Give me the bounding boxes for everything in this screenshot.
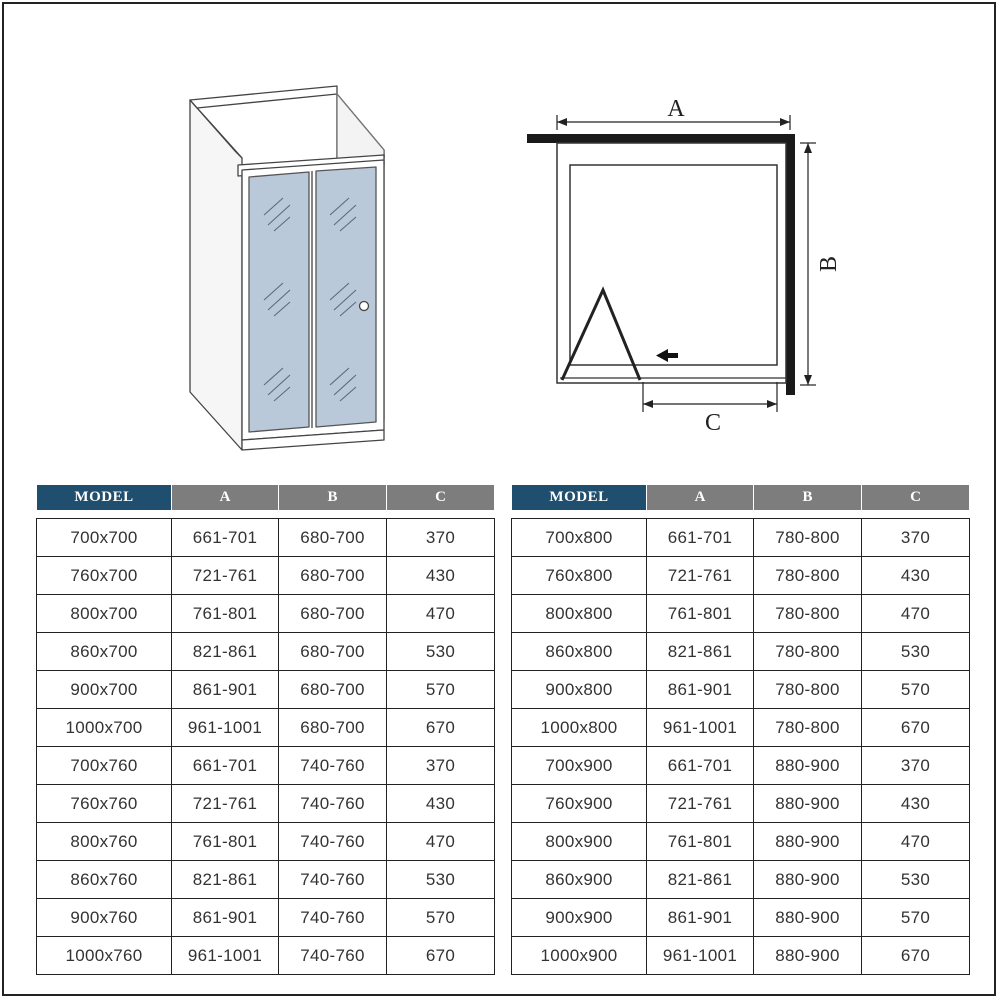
cell-b: 780-800 — [754, 633, 862, 671]
cell-model: 1000x700 — [37, 709, 172, 747]
cell-a: 661-701 — [172, 519, 279, 557]
cell-b: 680-700 — [279, 633, 387, 671]
product-illustration — [0, 0, 1000, 480]
cell-a: 661-701 — [172, 747, 279, 785]
cell-a: 761-801 — [647, 595, 754, 633]
cell-model: 700x800 — [512, 519, 647, 557]
cell-a: 761-801 — [172, 595, 279, 633]
cell-c: 470 — [862, 595, 970, 633]
cell-model: 860x700 — [37, 633, 172, 671]
arrow-left-icon — [656, 349, 678, 362]
cell-b: 740-760 — [279, 899, 387, 937]
cell-c: 570 — [387, 671, 495, 709]
cell-a: 661-701 — [647, 519, 754, 557]
cell-model: 800x800 — [512, 595, 647, 633]
table-row — [512, 785, 970, 823]
cell-model: 900x700 — [37, 671, 172, 709]
cell-c: 430 — [387, 557, 495, 595]
cell-a: 861-901 — [172, 671, 279, 709]
cell-c: 470 — [387, 823, 495, 861]
header-a: A — [647, 485, 754, 510]
cell-c: 530 — [862, 861, 970, 899]
cell-c: 530 — [862, 633, 970, 671]
header-a: A — [172, 485, 279, 510]
cell-b: 780-800 — [754, 671, 862, 709]
cell-c: 670 — [387, 709, 495, 747]
cell-c: 530 — [387, 633, 495, 671]
cell-b: 780-800 — [754, 595, 862, 633]
cell-model: 760x800 — [512, 557, 647, 595]
table-row — [37, 671, 495, 709]
cell-model: 860x900 — [512, 861, 647, 899]
cell-a: 721-761 — [172, 557, 279, 595]
table-header-row — [512, 485, 970, 510]
table-row — [37, 937, 495, 975]
cell-b: 740-760 — [279, 861, 387, 899]
header-b: B — [754, 485, 862, 510]
cell-b: 740-760 — [279, 747, 387, 785]
cell-c: 430 — [862, 785, 970, 823]
cell-c: 530 — [387, 861, 495, 899]
cell-model: 1000x800 — [512, 709, 647, 747]
cell-c: 370 — [387, 747, 495, 785]
header-b: B — [279, 485, 387, 510]
cell-b: 880-900 — [754, 747, 862, 785]
dimension-a-label: A — [667, 96, 685, 122]
table-row — [512, 861, 970, 899]
cell-model: 800x700 — [37, 595, 172, 633]
cell-a: 821-861 — [172, 861, 279, 899]
cell-a: 821-861 — [647, 633, 754, 671]
table-row — [37, 519, 495, 557]
cell-a: 821-861 — [172, 633, 279, 671]
cell-a: 761-801 — [172, 823, 279, 861]
cell-a: 961-1001 — [647, 937, 754, 975]
cell-a: 721-761 — [647, 785, 754, 823]
cell-c: 370 — [387, 519, 495, 557]
table-row — [512, 519, 970, 557]
cell-b: 740-760 — [279, 823, 387, 861]
cell-model: 860x760 — [37, 861, 172, 899]
cell-c: 370 — [862, 519, 970, 557]
header-c: C — [387, 485, 495, 510]
header-model: MODEL — [37, 485, 172, 510]
cell-model: 900x900 — [512, 899, 647, 937]
cell-a: 821-861 — [647, 861, 754, 899]
cell-model: 760x900 — [512, 785, 647, 823]
table-row — [37, 785, 495, 823]
cell-model: 860x800 — [512, 633, 647, 671]
cell-a: 761-801 — [647, 823, 754, 861]
header-c: C — [862, 485, 970, 510]
cell-model: 800x760 — [37, 823, 172, 861]
shower-enclosure-3d — [190, 86, 384, 450]
size-table-left — [36, 485, 495, 975]
cell-c: 570 — [862, 671, 970, 709]
cell-c: 670 — [862, 709, 970, 747]
dimension-b-label: B — [816, 255, 842, 273]
top-wall — [527, 134, 795, 143]
cell-model: 1000x900 — [512, 937, 647, 975]
cell-c: 430 — [387, 785, 495, 823]
table-spacer — [512, 510, 970, 519]
cell-c: 670 — [387, 937, 495, 975]
cell-a: 721-761 — [172, 785, 279, 823]
cell-model: 760x760 — [37, 785, 172, 823]
right-wall — [786, 140, 795, 395]
cell-b: 780-800 — [754, 557, 862, 595]
cell-model: 700x900 — [512, 747, 647, 785]
size-table-right — [511, 485, 970, 975]
table-row — [512, 747, 970, 785]
cell-b: 880-900 — [754, 861, 862, 899]
cell-c: 570 — [387, 899, 495, 937]
cell-model: 800x900 — [512, 823, 647, 861]
dimension-b — [800, 143, 816, 385]
cell-a: 861-901 — [647, 671, 754, 709]
cell-b: 740-760 — [279, 937, 387, 975]
dimension-c-label: C — [704, 410, 722, 436]
cell-b: 880-900 — [754, 785, 862, 823]
table-row — [512, 633, 970, 671]
table-row — [37, 595, 495, 633]
cell-a: 861-901 — [172, 899, 279, 937]
cell-b: 680-700 — [279, 557, 387, 595]
cell-a: 661-701 — [647, 747, 754, 785]
cell-model: 700x700 — [37, 519, 172, 557]
table-row — [37, 861, 495, 899]
table-spacer — [37, 510, 495, 519]
cell-b: 880-900 — [754, 937, 862, 975]
cell-model: 1000x760 — [37, 937, 172, 975]
cell-b: 680-700 — [279, 709, 387, 747]
cell-model: 700x760 — [37, 747, 172, 785]
header-model: MODEL — [512, 485, 647, 510]
table-row — [512, 937, 970, 975]
table-row — [512, 671, 970, 709]
cell-c: 470 — [862, 823, 970, 861]
cell-a: 721-761 — [647, 557, 754, 595]
plan-view-diagram — [527, 96, 842, 436]
table-row — [37, 823, 495, 861]
table-row — [37, 747, 495, 785]
cell-c: 470 — [387, 595, 495, 633]
cell-a: 961-1001 — [172, 709, 279, 747]
cell-b: 780-800 — [754, 519, 862, 557]
table-row — [512, 899, 970, 937]
cell-b: 880-900 — [754, 899, 862, 937]
cell-b: 680-700 — [279, 595, 387, 633]
cell-a: 961-1001 — [172, 937, 279, 975]
table-row — [37, 557, 495, 595]
table-row — [37, 709, 495, 747]
table-row — [37, 899, 495, 937]
cell-b: 680-700 — [279, 671, 387, 709]
cell-a: 861-901 — [647, 899, 754, 937]
dimension-c — [643, 382, 777, 412]
cell-model: 760x700 — [37, 557, 172, 595]
cell-c: 570 — [862, 899, 970, 937]
table-header-row — [37, 485, 495, 510]
table-row — [512, 823, 970, 861]
cell-b: 740-760 — [279, 785, 387, 823]
cell-model: 900x800 — [512, 671, 647, 709]
bifold-door-symbol — [562, 290, 640, 380]
table-row — [512, 709, 970, 747]
table-row — [512, 557, 970, 595]
table-row — [37, 633, 495, 671]
cell-c: 670 — [862, 937, 970, 975]
cell-b: 680-700 — [279, 519, 387, 557]
cell-a: 961-1001 — [647, 709, 754, 747]
cell-b: 880-900 — [754, 823, 862, 861]
table-row — [512, 595, 970, 633]
cell-b: 780-800 — [754, 709, 862, 747]
cell-c: 370 — [862, 747, 970, 785]
cell-c: 430 — [862, 557, 970, 595]
cell-model: 900x760 — [37, 899, 172, 937]
